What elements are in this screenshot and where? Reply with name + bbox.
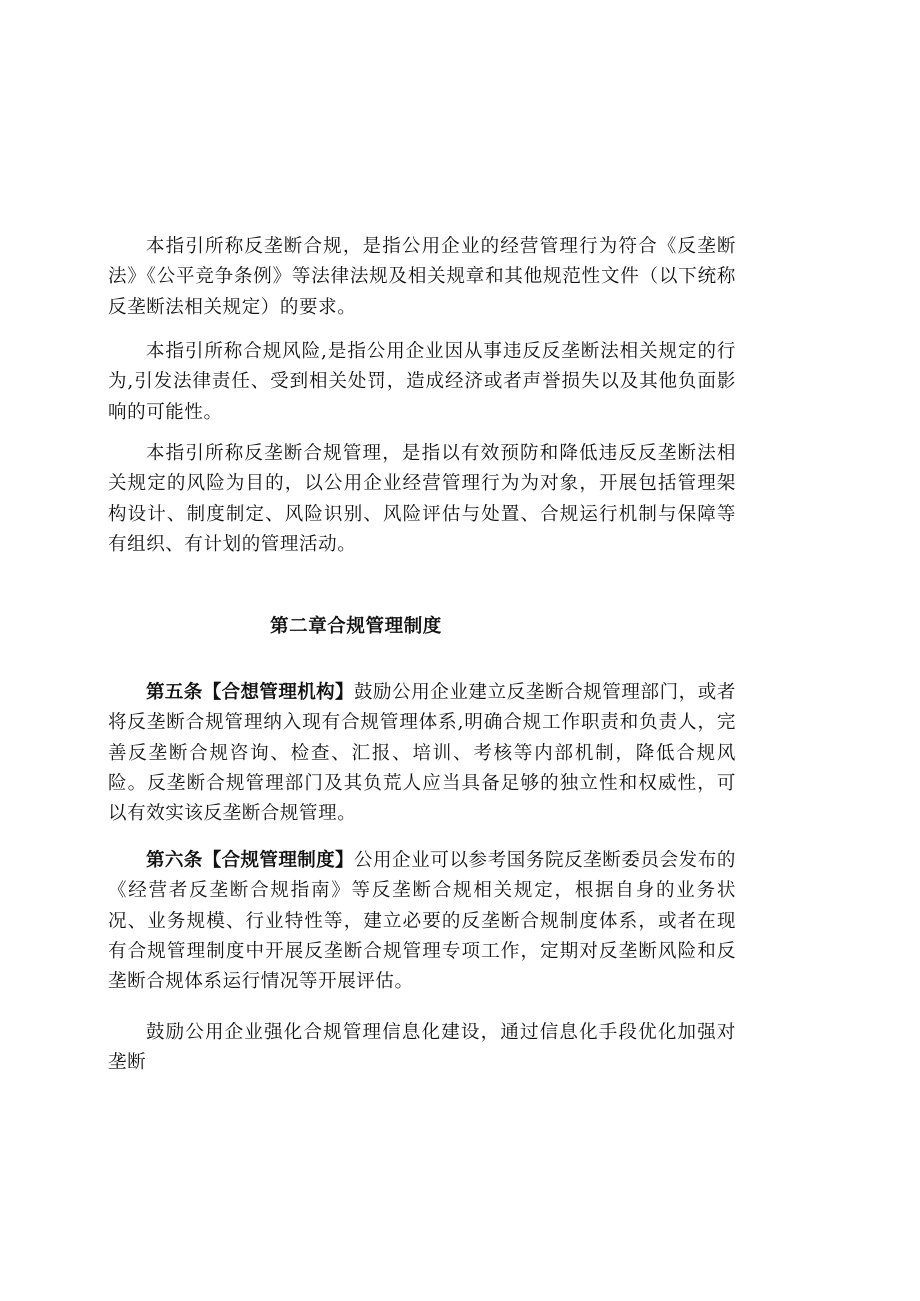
closing-paragraph: 鼓励公用企业强化合规管理信息化建设，通过信息化手段优化加强对垄断 (108, 1022, 736, 1074)
article-5-heading: 第五条【合想管理机构】 (146, 682, 354, 703)
definition-paragraph-compliance-risk: 本指引所称合规风险,是指公用企业因从事违反反垄断法相关规定的行为,引发法律责任、受到相关处罚，造成经济或者声誉损失以及其他负面影响的可能性。 (108, 341, 736, 423)
article-6-paragraph (108, 846, 736, 997)
article-5-body: 鼓励公用企业建立反垄断合规管理部门，或者将反垄断合规管理纳入现有合规管理体系,明确合规工作职责和负责人，完善反垄断合规咨询、检查、汇报、培训、考核等内部机制，降低合规风险。反垄断合规管理部门及其负荒人应当具备足够的独立性和权威性，可以有效实该反垄断合规管理。 (108, 682, 736, 825)
definition-paragraph-compliance-management: 本指引所称反垄断合规管理，是指以有效预防和降低违反反垄断法相关规定的风险为目的，以公用企业经营管理行为为对象，开展包括管理架构设计、制度制定、风险识别、风险评估与处置、合规运行机制与保障等有组织、有计划的管理活动。 (108, 443, 736, 555)
article-6-heading: 第六条【合规管理制度】 (146, 850, 354, 871)
article-6-body: 公用企业可以参考国务院反垄断委员会发布的《经营者反垄断合规指南》等反垄断合规相关规定，根据自身的业务状况、业务规模、行业特性等，建立必要的反垄断合规制度体系，或者在现有合规管理制度中开展反垄断合规管理专项工作，定期对反垄断风险和反垄断合规体系运行情况等开展评估。 (108, 850, 736, 993)
article-5-paragraph (108, 678, 736, 829)
definition-paragraph-antitrust-compliance: 本指引所称反垄断合规，是指公用企业的经营管理行为符合《反垄断法》《公平竞争条例》等法律法规及相关规章和其他规范性文件（以下统称反垄断法相关规定）的要求。 (108, 236, 736, 318)
chapter-title: 第二章合规管理制度 (270, 616, 442, 637)
